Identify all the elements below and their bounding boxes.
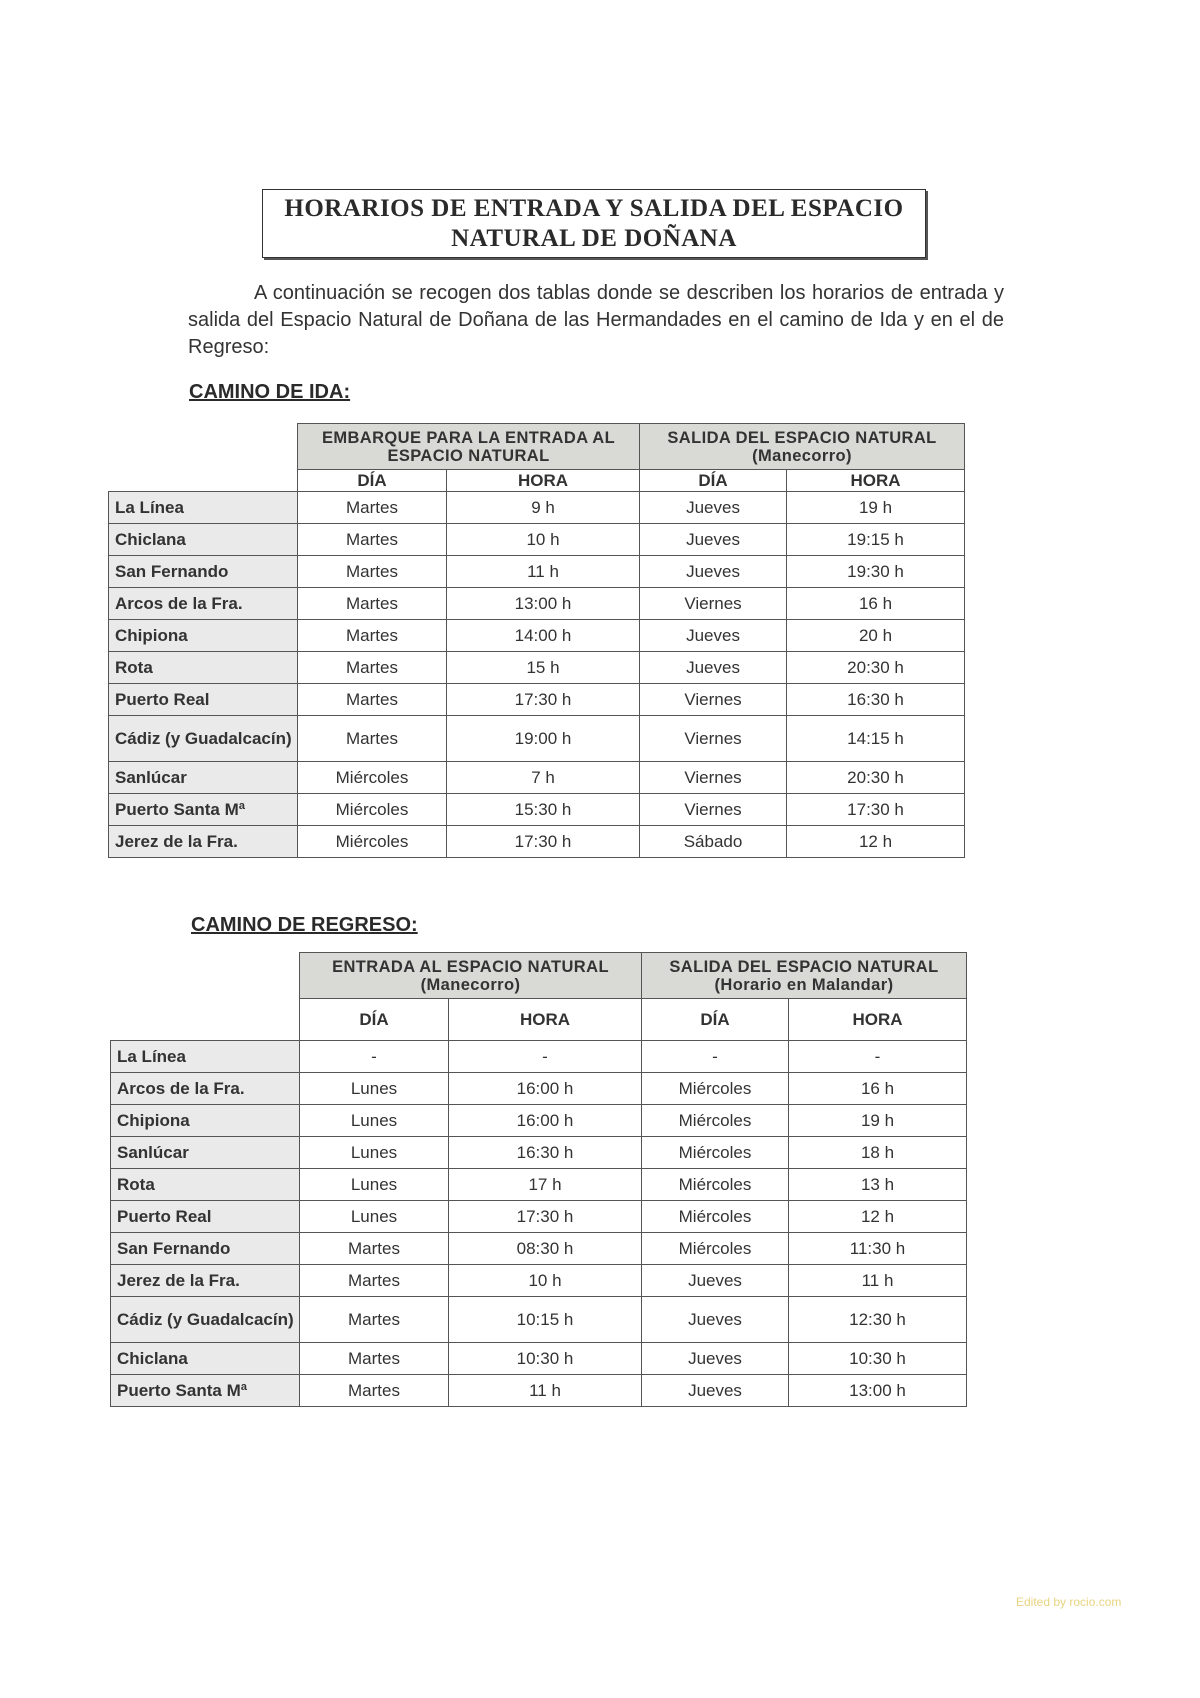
city-cell: Chiclana [111, 1343, 300, 1375]
group-header-salida: SALIDA DEL ESPACIO NATURAL (Manecorro) [640, 424, 965, 470]
day-cell: Martes [298, 684, 447, 716]
time-cell: 19 h [789, 1105, 967, 1137]
city-cell: Puerto Real [109, 684, 298, 716]
column-header-hora: HORA [787, 470, 965, 492]
city-cell: Puerto Santa Mª [109, 794, 298, 826]
day-cell: Miércoles [642, 1201, 789, 1233]
day-cell: Martes [298, 716, 447, 762]
table-row [109, 556, 965, 588]
day-cell: Viernes [640, 762, 787, 794]
time-cell: 17:30 h [787, 794, 965, 826]
city-cell: Rota [111, 1169, 300, 1201]
time-cell: 12 h [787, 826, 965, 858]
time-cell: 17:30 h [449, 1201, 642, 1233]
time-cell: 11:30 h [789, 1233, 967, 1265]
time-cell: 12 h [789, 1201, 967, 1233]
day-cell: Miércoles [642, 1169, 789, 1201]
column-header-dia: DÍA [300, 999, 449, 1041]
day-cell: Jueves [642, 1343, 789, 1375]
day-cell: Sábado [640, 826, 787, 858]
corner-blank [111, 953, 300, 999]
watermark: Edited by rocio.com [1016, 1595, 1122, 1609]
time-cell: 17:30 h [447, 826, 640, 858]
group-header-embarque: EMBARQUE PARA LA ENTRADA AL ESPACIO NATURAL [298, 424, 640, 470]
column-header-dia: DÍA [298, 470, 447, 492]
table-row [109, 794, 965, 826]
table-row [111, 1375, 967, 1407]
time-cell: 11 h [789, 1265, 967, 1297]
column-header-dia: DÍA [640, 470, 787, 492]
day-cell: Miércoles [642, 1105, 789, 1137]
time-cell: 16:30 h [449, 1137, 642, 1169]
day-cell: Martes [298, 556, 447, 588]
time-cell: 14:15 h [787, 716, 965, 762]
day-cell: Lunes [300, 1105, 449, 1137]
city-cell: Chiclana [109, 524, 298, 556]
column-header-hora: HORA [789, 999, 967, 1041]
time-cell: 10:30 h [789, 1343, 967, 1375]
day-cell: Miércoles [642, 1233, 789, 1265]
day-cell: Martes [300, 1265, 449, 1297]
day-cell: Lunes [300, 1073, 449, 1105]
time-cell: 13 h [789, 1169, 967, 1201]
table-row [109, 620, 965, 652]
day-cell: Jueves [640, 556, 787, 588]
table-row [111, 1041, 967, 1073]
group-header-salida: SALIDA DEL ESPACIO NATURAL (Horario en Malandar) [642, 953, 967, 999]
table-row [111, 1233, 967, 1265]
day-cell: Martes [298, 492, 447, 524]
time-cell: 16:30 h [787, 684, 965, 716]
day-cell: Miércoles [298, 762, 447, 794]
time-cell: 16:00 h [449, 1073, 642, 1105]
day-cell: Viernes [640, 588, 787, 620]
time-cell: 14:00 h [447, 620, 640, 652]
day-cell: Martes [298, 652, 447, 684]
day-cell: Jueves [640, 492, 787, 524]
city-cell: San Fernando [111, 1233, 300, 1265]
table-row [109, 588, 965, 620]
day-cell: Jueves [642, 1375, 789, 1407]
time-cell: 7 h [447, 762, 640, 794]
table-row [109, 716, 965, 762]
time-cell: 10:15 h [449, 1297, 642, 1343]
day-cell: Jueves [642, 1297, 789, 1343]
table-row [111, 1137, 967, 1169]
city-cell: Rota [109, 652, 298, 684]
city-cell: San Fernando [109, 556, 298, 588]
day-cell: Miércoles [642, 1137, 789, 1169]
table-row [111, 1297, 967, 1343]
table-row [109, 762, 965, 794]
city-cell: Chipiona [109, 620, 298, 652]
column-header-hora: HORA [449, 999, 642, 1041]
table-row [111, 1265, 967, 1297]
section-title-regreso: CAMINO DE REGRESO: [191, 914, 418, 936]
corner-blank [111, 999, 300, 1041]
time-cell: 20:30 h [787, 652, 965, 684]
intro-text: A continuación se recogen dos tablas donde se describen los horarios de entrada y salida del Espacio Natural de Doñana de las Hermandades en el camino de Ida y en el de Regreso: [188, 282, 1004, 358]
time-cell: 17:30 h [447, 684, 640, 716]
time-cell: 15:30 h [447, 794, 640, 826]
time-cell: 18 h [789, 1137, 967, 1169]
time-cell: 12:30 h [789, 1297, 967, 1343]
table-body-ida [109, 492, 965, 858]
day-cell: Martes [300, 1233, 449, 1265]
time-cell: 19:30 h [787, 556, 965, 588]
city-cell: La Línea [111, 1041, 300, 1073]
table-row [111, 1073, 967, 1105]
time-cell: 16:00 h [449, 1105, 642, 1137]
city-cell: Cádiz (y Guadalcacín) [111, 1297, 300, 1343]
day-cell: Lunes [300, 1137, 449, 1169]
day-cell: Miércoles [298, 794, 447, 826]
day-cell: Jueves [640, 620, 787, 652]
table-row [109, 652, 965, 684]
time-cell: 10 h [447, 524, 640, 556]
city-cell: Sanlúcar [111, 1137, 300, 1169]
city-cell: Sanlúcar [109, 762, 298, 794]
document-title [262, 189, 926, 258]
day-cell: Martes [298, 588, 447, 620]
time-cell: 13:00 h [447, 588, 640, 620]
time-cell: 11 h [449, 1375, 642, 1407]
schedule-table-ida [108, 423, 965, 858]
city-cell: Jerez de la Fra. [109, 826, 298, 858]
intro-paragraph [188, 280, 1004, 361]
day-cell: Jueves [640, 524, 787, 556]
time-cell: 16 h [789, 1073, 967, 1105]
day-cell: Martes [300, 1297, 449, 1343]
table-row [109, 524, 965, 556]
table-body-regreso [111, 1041, 967, 1407]
corner-blank [109, 470, 298, 492]
day-cell: - [300, 1041, 449, 1073]
day-cell: Viernes [640, 684, 787, 716]
table-row [109, 826, 965, 858]
table-row [111, 1105, 967, 1137]
city-cell: Chipiona [111, 1105, 300, 1137]
time-cell: 17 h [449, 1169, 642, 1201]
time-cell: 19:00 h [447, 716, 640, 762]
column-header-dia: DÍA [642, 999, 789, 1041]
day-cell: Martes [300, 1343, 449, 1375]
section-title-ida: CAMINO DE IDA: [189, 381, 351, 403]
time-cell: 11 h [447, 556, 640, 588]
time-cell: - [789, 1041, 967, 1073]
day-cell: Viernes [640, 794, 787, 826]
time-cell: - [449, 1041, 642, 1073]
table-row [111, 1169, 967, 1201]
city-cell: Puerto Real [111, 1201, 300, 1233]
time-cell: 20:30 h [787, 762, 965, 794]
day-cell: Miércoles [298, 826, 447, 858]
corner-blank [109, 424, 298, 470]
city-cell: Puerto Santa Mª [111, 1375, 300, 1407]
day-cell: Lunes [300, 1201, 449, 1233]
day-cell: - [642, 1041, 789, 1073]
time-cell: 15 h [447, 652, 640, 684]
day-cell: Lunes [300, 1169, 449, 1201]
time-cell: 13:00 h [789, 1375, 967, 1407]
day-cell: Jueves [642, 1265, 789, 1297]
time-cell: 16 h [787, 588, 965, 620]
table-row [109, 492, 965, 524]
city-cell: La Línea [109, 492, 298, 524]
table-row [109, 684, 965, 716]
title-line-2: NATURAL DE DOÑANA [451, 224, 737, 252]
city-cell: Arcos de la Fra. [111, 1073, 300, 1105]
city-cell: Jerez de la Fra. [111, 1265, 300, 1297]
time-cell: 08:30 h [449, 1233, 642, 1265]
time-cell: 19:15 h [787, 524, 965, 556]
table-row [111, 1201, 967, 1233]
day-cell: Martes [300, 1375, 449, 1407]
group-header-entrada: ENTRADA AL ESPACIO NATURAL (Manecorro) [300, 953, 642, 999]
title-line-1: HORARIOS DE ENTRADA Y SALIDA DEL ESPACIO [284, 194, 904, 222]
day-cell: Martes [298, 620, 447, 652]
city-cell: Arcos de la Fra. [109, 588, 298, 620]
day-cell: Miércoles [642, 1073, 789, 1105]
column-header-hora: HORA [447, 470, 640, 492]
city-cell: Cádiz (y Guadalcacín) [109, 716, 298, 762]
time-cell: 10 h [449, 1265, 642, 1297]
day-cell: Viernes [640, 716, 787, 762]
day-cell: Martes [298, 524, 447, 556]
schedule-table-regreso [110, 952, 967, 1407]
time-cell: 19 h [787, 492, 965, 524]
table-row [111, 1343, 967, 1375]
time-cell: 20 h [787, 620, 965, 652]
day-cell: Jueves [640, 652, 787, 684]
time-cell: 10:30 h [449, 1343, 642, 1375]
time-cell: 9 h [447, 492, 640, 524]
